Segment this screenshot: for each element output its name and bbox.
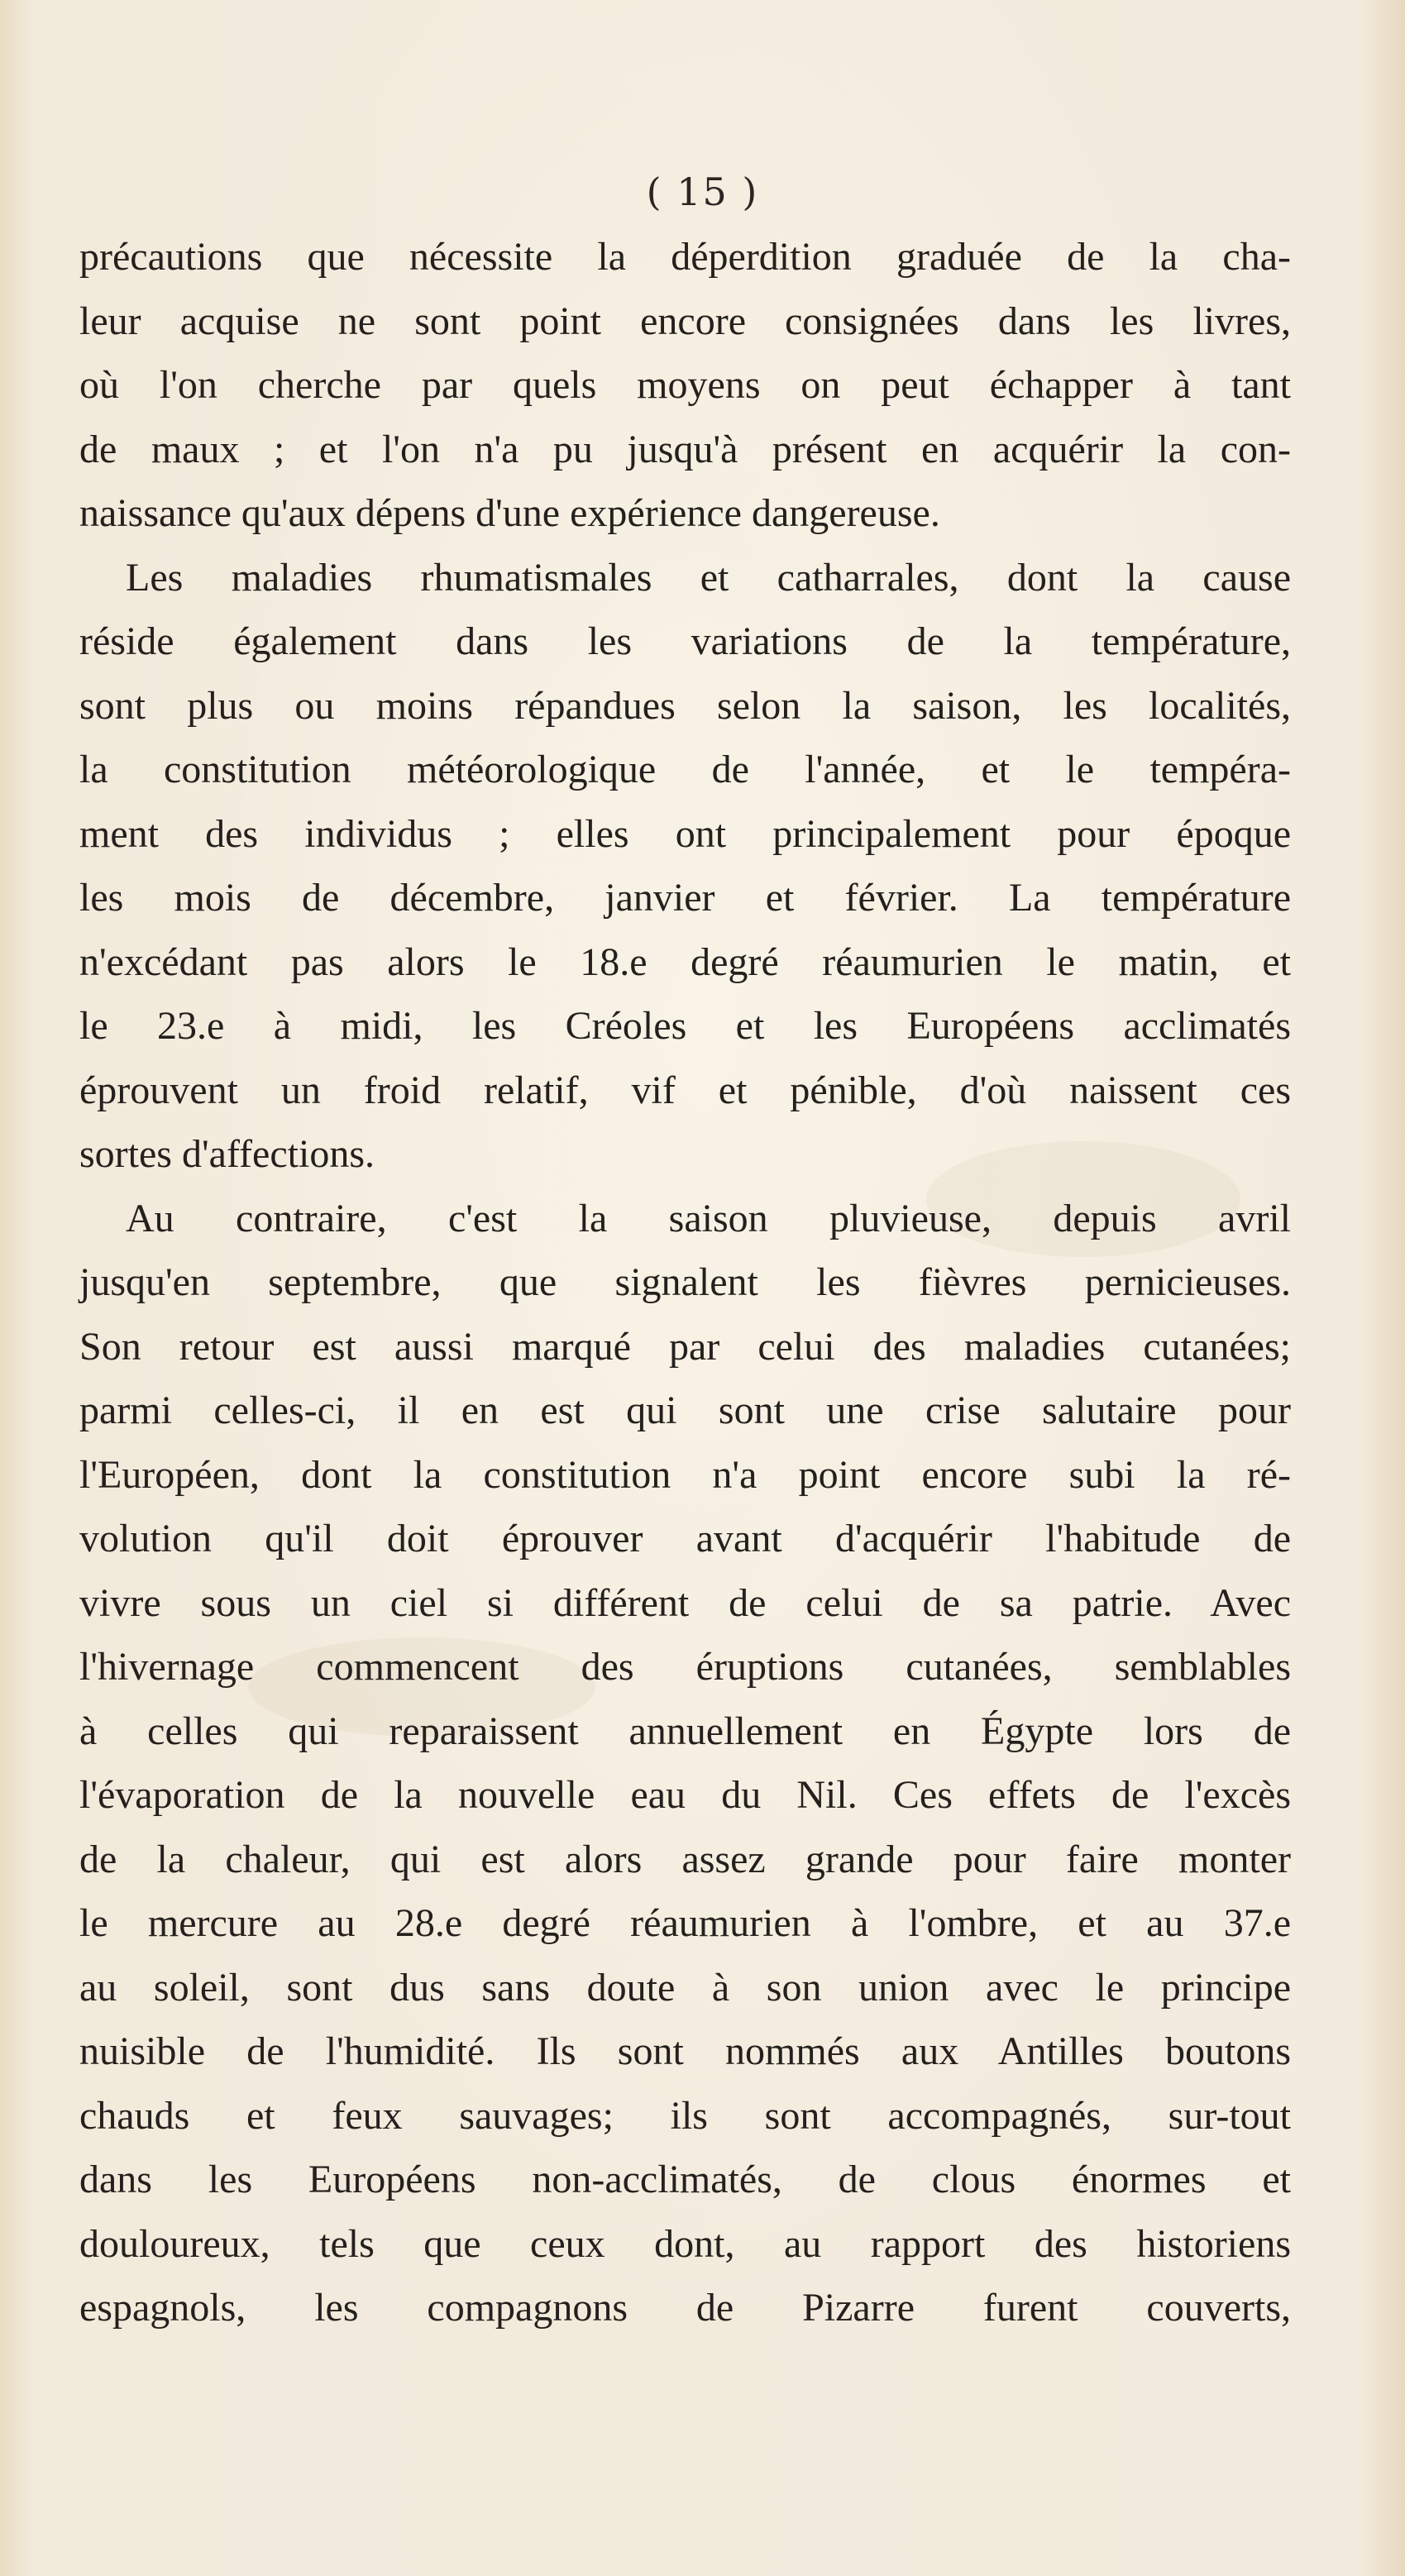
text-line: n'excédant pas alors le 18.e degré réaumurien le matin, et xyxy=(79,939,1291,984)
text-line: l'évaporation de la nouvelle eau du Nil. Ces effets de l'excès xyxy=(79,1773,1291,1817)
text-line: le 23.e à midi, les Créoles et les Européens acclimatés xyxy=(79,1004,1291,1048)
body-text xyxy=(79,225,1291,2340)
text-line: vivre sous un ciel si différent de celui de sa patrie. Avec xyxy=(79,1580,1291,1625)
text-line: l'hivernage commencent des éruptions cutanées, semblables xyxy=(79,1645,1291,1689)
text-line: la constitution météorologique de l'année, et le tempéra- xyxy=(79,748,1291,791)
text-line: les mois de décembre, janvier et février. La température xyxy=(79,876,1291,920)
text-line: au soleil, sont dus sans doute à son union avec le principe xyxy=(79,1965,1291,2010)
text-line: sont plus ou moins répandues selon la saison, les localités, xyxy=(79,683,1291,728)
text-line: naissance qu'aux dépens d'une expérience dangereuse. xyxy=(79,491,940,535)
text-line: Son retour est aussi marqué par celui des maladies cutanées; xyxy=(79,1324,1291,1369)
text-line: précautions que nécessite la déperdition graduée de la cha- xyxy=(79,235,1291,279)
text-line: douloureux, tels que ceux dont, au rapport des historiens xyxy=(79,2221,1291,2266)
text-line: Au contraire, c'est la saison pluvieuse, depuis avril xyxy=(126,1196,1291,1240)
text-line: de la chaleur, qui est alors assez grande pour faire monter xyxy=(79,1837,1291,1881)
text-line: jusqu'en septembre, que signalent les fièvres pernicieuses. xyxy=(79,1260,1291,1304)
text-line: à celles qui reparaissent annuellement en Égypte lors de xyxy=(79,1709,1291,1753)
text-line: où l'on cherche par quels moyens on peut échapper à tant xyxy=(79,363,1291,407)
text-line: espagnols, les compagnons de Pizarre furent couverts, xyxy=(79,2286,1291,2330)
text-line: le mercure au 28.e degré réaumurien à l'ombre, et au 37.e xyxy=(79,1901,1291,1945)
text-line: l'Européen, dont la constitution n'a point encore subi la ré- xyxy=(79,1452,1291,1497)
text-line: volution qu'il doit éprouver avant d'acquérir l'habitude de xyxy=(79,1517,1291,1560)
text-line: éprouvent un froid relatif, vif et pénible, d'où naissent ces xyxy=(79,1068,1291,1112)
text-line: leur acquise ne sont point encore consignées dans les livres, xyxy=(79,299,1291,343)
text-line: dans les Européens non-acclimatés, de clous énormes et xyxy=(79,2158,1291,2201)
text-line: Les maladies rhumatismales et catharrales, dont la cause xyxy=(126,555,1291,600)
page-number: ( 15 ) xyxy=(646,170,759,214)
text-line: ment des individus ; elles ont principalement pour époque xyxy=(79,811,1291,856)
text-line: sortes d'affections. xyxy=(79,1132,375,1176)
text-line: réside également dans les variations de la température, xyxy=(79,619,1291,663)
text-line: parmi celles-ci, il en est qui sont une crise salutaire pour xyxy=(79,1388,1291,1432)
text-line: nuisible de l'humidité. Ils sont nommés aux Antilles boutons xyxy=(79,2029,1291,2073)
text-line: de maux ; et l'on n'a pu jusqu'à présent en acquérir la con- xyxy=(79,427,1291,471)
text-line: chauds et feux sauvages; ils sont accompagnés, sur-tout xyxy=(79,2093,1291,2138)
